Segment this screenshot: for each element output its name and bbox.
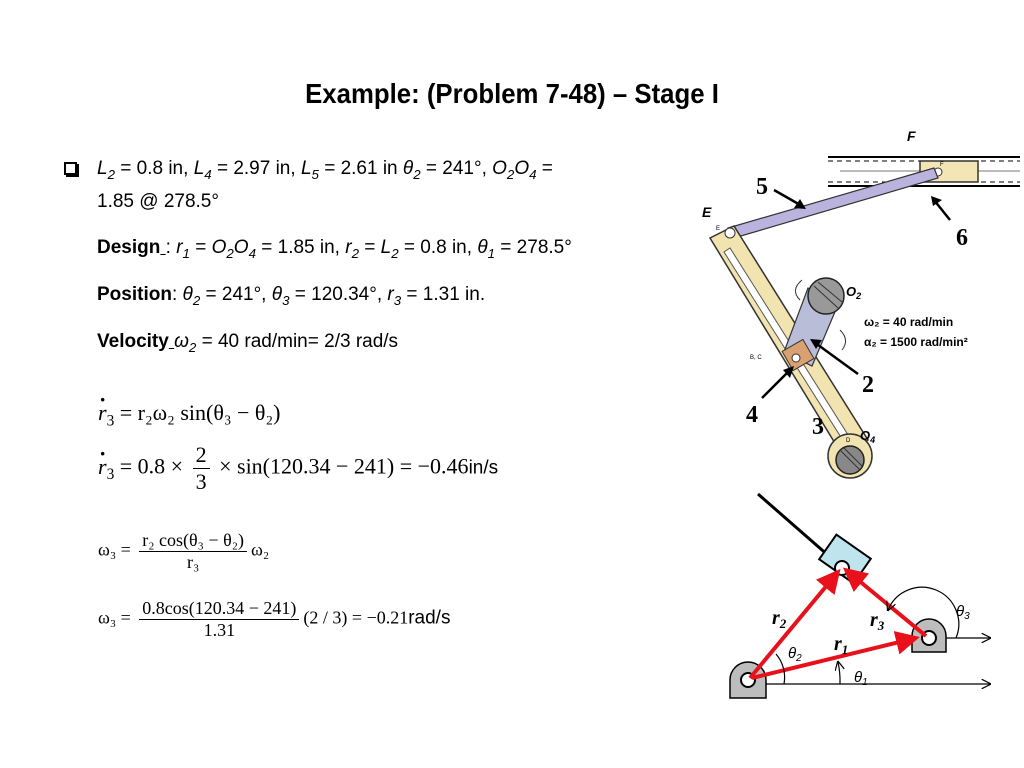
label-f: F: [907, 128, 916, 144]
equation-omega3-formula: ω₃ = $\frac{\text{r₂ cos(θ₃ − θ₂)}}{\text{r₃}}$ ω₂: [98, 530, 270, 572]
pivot-o2: [808, 278, 844, 314]
vector-r3: [846, 570, 926, 636]
label-e: E: [702, 204, 712, 220]
vector-loop-diagram: [720, 488, 1020, 718]
omega2-text: ω₂ = 40 rad/min: [864, 315, 954, 329]
alpha2-text: α₂ = 1500 rad/min²: [864, 335, 968, 349]
checkbox-bullet-icon: [64, 162, 77, 175]
label-r2: $r_2$: [772, 607, 787, 631]
equation-omega3-value: ω₃ = $\frac{0.8\cos(120.34 - 241)}{1.31}$ (2 / 3) = −0.21rad/s: [98, 598, 451, 640]
given-line-1: $L_2 = 0.8$ in, $L_4 = 2.97$ in, $L_5 = 2.61$ in $\theta_2 = 241^\circ$, $O_2O_4$ =: [97, 158, 553, 182]
label-r3: $r_3$: [870, 609, 885, 633]
slider-block: [819, 535, 871, 584]
label-small-e: E: [716, 226, 721, 232]
page-title: Example: (Problem 7-48) – Stage I: [305, 78, 719, 109]
design-line: Design : $r_1 = O_2O_4 = 1.85$ in, $r_2 = L_2 = 0.8$ in, $\theta_1 = 278.5^\circ$: [97, 237, 572, 261]
label-theta1: $\theta_1$: [854, 669, 868, 688]
given-line-2: 1.85 @ 278.5°: [97, 191, 219, 212]
label-o4: $O_4$: [860, 428, 876, 445]
equation-r3dot-formula: · $r_3 = r_2\omega_2$ sin(θ₃ − θ₂): [98, 400, 280, 430]
mechanism-diagram: [690, 120, 1024, 490]
number-5: 5: [756, 174, 768, 200]
label-theta3: $\theta_3$: [956, 603, 970, 622]
label-o2: $O_2$: [846, 284, 862, 301]
label-small-d: D: [846, 438, 851, 444]
equation-r3dot-value: · $r_3 = 0.8$ × $\frac{2}{3}$ × sin(120.34 − 241) = −0.46in/s: [98, 442, 498, 495]
label-bc: B, C: [750, 355, 762, 361]
number-2: 2: [862, 372, 874, 398]
label-r1: $r_1$: [834, 633, 849, 657]
position-line: Position: $\theta_2 = 241^\circ$, $\theta_3 = 120.34^\circ$, $r_3 = 1.31$ in.: [97, 284, 486, 308]
number-6: 6: [956, 225, 968, 251]
velocity-line: Velocity $\omega_2 = 40$ rad/min= 2/3 rad/s: [97, 331, 399, 355]
number-3: 3: [812, 414, 824, 440]
label-theta2: $\theta_2$: [788, 645, 802, 664]
number-4: 4: [746, 402, 758, 428]
label-small-f: F: [940, 162, 944, 168]
